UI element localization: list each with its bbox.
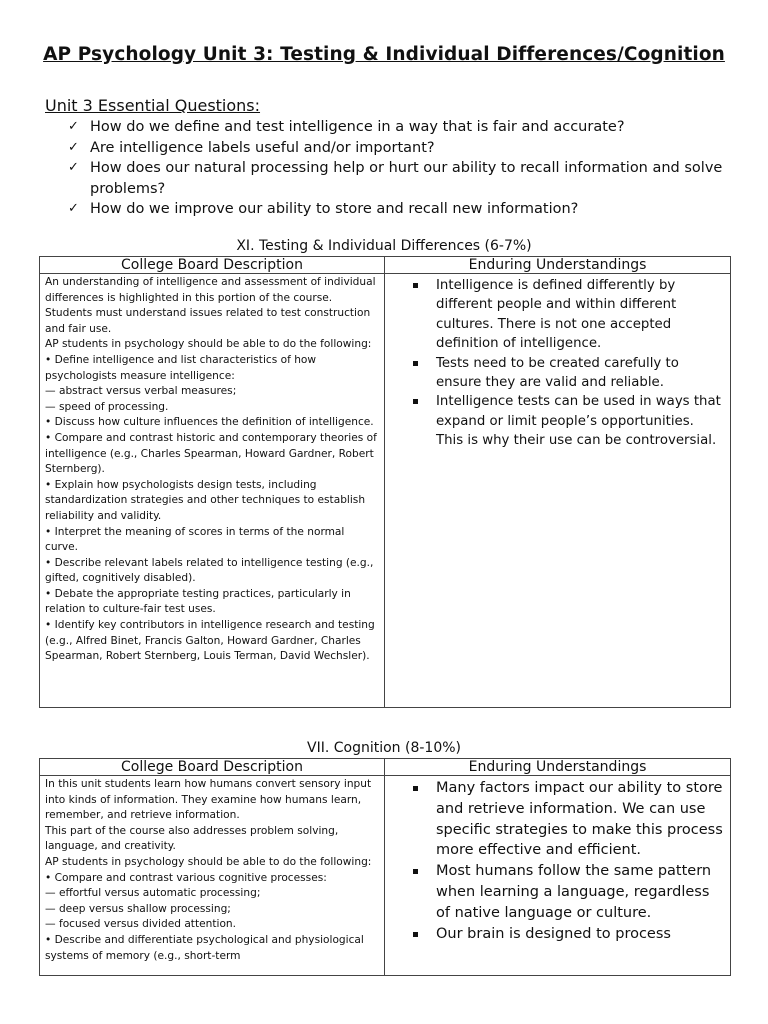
essential-question-text: Are intelligence labels useful and/or important? xyxy=(90,139,435,156)
description-line: In this unit students learn how humans convert sensory input into kinds of information. They examine how humans learn, remember, and retrieve information. xyxy=(45,778,372,822)
description-line: • Discuss how culture influences the definition of intelligence. xyxy=(45,416,374,429)
description-line: — effortful versus automatic processing; xyxy=(45,887,261,900)
understanding-item xyxy=(411,354,724,393)
checkmark-icon: ✓ xyxy=(68,119,79,134)
essential-question-item xyxy=(68,158,728,199)
description-line: • Define intelligence and list characteristics of how psychologists measure intelligence: xyxy=(45,353,317,382)
section-title-testing: XI. Testing & Individual Differences (6-7%) xyxy=(236,238,532,254)
page-title: AP Psychology Unit 3: Testing & Individual Differences/Cognition xyxy=(43,44,725,65)
column-header-understandings: Enduring Understandings xyxy=(385,759,731,776)
column-header-understandings: Enduring Understandings xyxy=(385,257,731,274)
column-header-description: College Board Description xyxy=(40,257,385,274)
checkmark-icon: ✓ xyxy=(68,201,79,216)
essential-questions-heading: Unit 3 Essential Questions: xyxy=(45,96,261,115)
understanding-item xyxy=(411,924,724,945)
description-line: • Describe relevant labels related to intelligence testing (e.g., gifted, cognitively disabled). xyxy=(45,556,374,585)
understanding-item xyxy=(411,778,724,861)
square-bullet-icon xyxy=(413,786,418,791)
essential-question-item xyxy=(68,138,728,159)
understanding-text: Intelligence tests can be used in ways that expand or limit people’s opportunities. This is why their use can be controversial. xyxy=(436,394,721,449)
understandings-list xyxy=(385,776,730,944)
square-bullet-icon xyxy=(413,869,418,874)
essential-question-item xyxy=(68,117,728,138)
understandings-list xyxy=(385,274,730,451)
description-line: — deep versus shallow processing; xyxy=(45,902,231,915)
essential-question-text: How do we define and test intelligence in a way that is fair and accurate? xyxy=(90,119,625,135)
description-cell xyxy=(40,274,385,708)
understanding-item xyxy=(411,276,724,354)
description-line: — abstract versus verbal measures; xyxy=(45,385,237,398)
description-cell xyxy=(40,776,385,976)
description-line: AP students in psychology should be able to do the following: xyxy=(45,338,372,351)
understandings-cell xyxy=(385,274,731,708)
essential-questions-list xyxy=(68,117,728,220)
essential-question-item xyxy=(68,199,728,220)
understandings-cell xyxy=(385,776,731,976)
description-line: • Debate the appropriate testing practices, particularly in relation to culture-fair test uses. xyxy=(45,587,351,616)
description-line: • Compare and contrast various cognitive processes: xyxy=(45,871,327,884)
square-bullet-icon xyxy=(413,399,418,404)
description-line: • Compare and contrast historic and contemporary theories of intelligence (e.g., Charles Spearman, Howard Gardner, Robert Sternberg). xyxy=(45,431,377,476)
description-line: • Interpret the meaning of scores in terms of the normal curve. xyxy=(45,525,345,554)
cognition-table xyxy=(39,758,731,976)
essential-question-text: How do we improve our ability to store and recall new information? xyxy=(90,201,579,217)
testing-table xyxy=(39,256,731,708)
understanding-text: Tests need to be created carefully to ensure they are valid and reliable. xyxy=(436,355,679,391)
understanding-item xyxy=(411,392,724,450)
description-line: • Explain how psychologists design tests, including standardization strategies and other techniques to establish reliability and validity. xyxy=(45,478,366,522)
understanding-text: Most humans follow the same pattern when learning a language, regardless of native language or culture. xyxy=(436,863,712,921)
description-line: — focused versus divided attention. xyxy=(45,918,237,931)
description-line: • Identify key contributors in intelligence research and testing (e.g., Alfred Binet, Francis Galton, Howard Gardner, Charles Spearman, Robert Sternberg, Louis Terman, David Wechsler). xyxy=(45,619,375,663)
description-line: AP students in psychology should be able to do the following: xyxy=(45,855,372,868)
description-line: An understanding of intelligence and assessment of individual differences is highlighted in this portion of the course. Students must understand issues related to test construction and fair use. xyxy=(45,276,376,335)
description-line: This part of the course also addresses problem solving, language, and creativity. xyxy=(45,824,339,853)
section-title-cognition: VII. Cognition (8-10%) xyxy=(307,740,461,756)
square-bullet-icon xyxy=(413,361,418,366)
understanding-text: Our brain is designed to process xyxy=(436,925,671,942)
checkmark-icon: ✓ xyxy=(68,139,79,155)
understanding-text: Intelligence is defined differently by different people and within different cultures. There is not one accepted definition of intelligence. xyxy=(436,278,677,352)
description-line: • Describe and differentiate psychological and physiological systems of memory (e.g., short-term xyxy=(45,933,364,962)
square-bullet-icon xyxy=(413,283,418,288)
description-text xyxy=(40,776,384,964)
description-text xyxy=(40,274,384,665)
square-bullet-icon xyxy=(413,932,418,937)
understanding-item xyxy=(411,861,724,923)
checkmark-icon: ✓ xyxy=(68,160,79,175)
essential-question-text: How does our natural processing help or hurt our ability to recall information and solve problems? xyxy=(90,160,723,197)
column-header-description: College Board Description xyxy=(40,759,385,776)
description-line: — speed of processing. xyxy=(45,400,169,413)
understanding-text: Many factors impact our ability to store and retrieve information. We can use specific strategies to make this process more effective and efficient. xyxy=(436,780,723,859)
